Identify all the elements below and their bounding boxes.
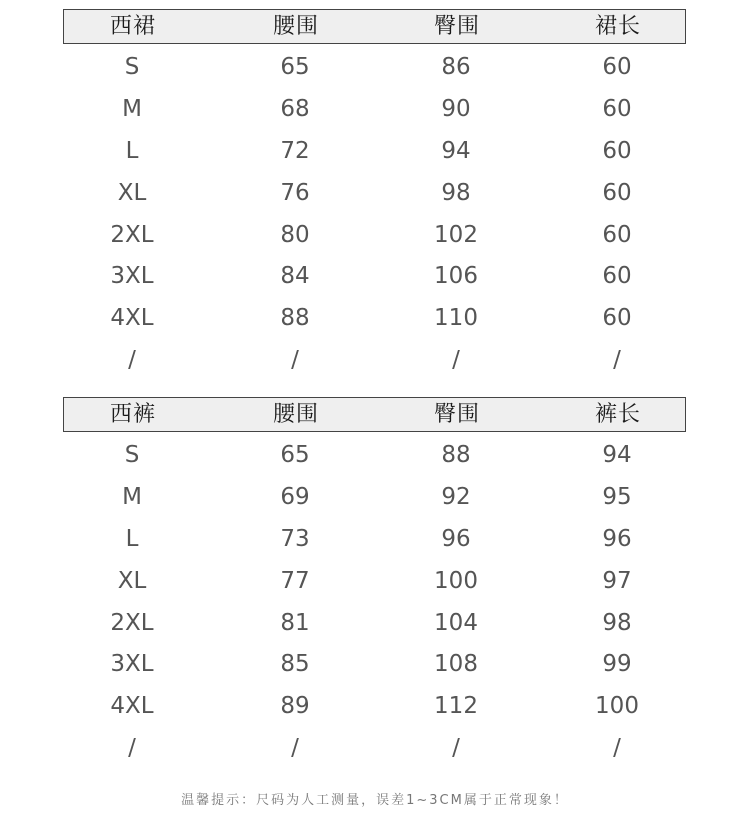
waist-cell: 65: [280, 442, 310, 468]
waist-cell: 73: [280, 525, 310, 552]
waist-cell: 69: [280, 483, 310, 510]
waist-cell: 68: [280, 95, 310, 122]
waist-cell: /: [291, 735, 299, 762]
waist-cell: 84: [280, 263, 310, 290]
length-cell: /: [613, 735, 621, 762]
waist-cell: 81: [280, 609, 310, 636]
header-cell-hip: 臀围: [433, 14, 480, 39]
length-cell: 60: [602, 263, 632, 290]
size-cell: M: [122, 483, 142, 510]
length-cell: 60: [602, 305, 632, 332]
length-cell: 60: [602, 221, 632, 248]
table-row: [63, 643, 686, 685]
hip-cell: 106: [434, 263, 478, 290]
table-row: [63, 214, 686, 256]
length-cell: 60: [602, 137, 632, 164]
size-cell: S: [124, 442, 140, 468]
hip-cell: 96: [441, 525, 471, 552]
waist-cell: 77: [280, 567, 310, 594]
hip-cell: 86: [441, 54, 471, 80]
size-cell: 3XL: [110, 263, 154, 290]
hip-cell: 104: [434, 609, 478, 636]
hip-cell: 112: [434, 693, 478, 720]
table-row: [63, 476, 686, 518]
length-cell: 60: [602, 179, 632, 206]
table-row: [63, 560, 686, 602]
length-cell: 60: [602, 54, 632, 80]
size-cell: 4XL: [110, 305, 154, 332]
size-cell: XL: [117, 567, 147, 594]
table-row: [63, 727, 686, 769]
size-cell: /: [128, 735, 136, 762]
size-cell: S: [124, 54, 140, 80]
waist-cell: 76: [280, 179, 310, 206]
waist-cell: 88: [280, 305, 310, 332]
hip-cell: /: [452, 735, 460, 762]
waist-cell: 72: [280, 137, 310, 164]
size-cell: 2XL: [110, 221, 154, 248]
hip-cell: 90: [441, 95, 471, 122]
header-cell-hip: 臀围: [433, 402, 480, 427]
table-row: [63, 518, 686, 560]
size-cell: 4XL: [110, 693, 154, 720]
table-row: [63, 130, 686, 172]
table-row: [63, 88, 686, 130]
length-cell: 99: [602, 651, 632, 678]
pants-table-header: [63, 397, 686, 432]
length-cell: 97: [602, 567, 632, 594]
length-cell: /: [613, 347, 621, 374]
size-cell: 3XL: [110, 651, 154, 678]
size-cell: 2XL: [110, 609, 154, 636]
measurement-note: 温馨提示：尺码为人工测量，误差1~3CM属于正常现象！: [181, 793, 569, 808]
table-row: [63, 172, 686, 214]
length-cell: 100: [595, 693, 639, 720]
hip-cell: 94: [441, 137, 471, 164]
length-cell: 98: [602, 609, 632, 636]
header-cell-item: 西裙: [109, 14, 156, 39]
table-row: [63, 602, 686, 644]
hip-cell: 108: [434, 651, 478, 678]
size-cell: /: [128, 347, 136, 374]
hip-cell: /: [452, 347, 460, 374]
hip-cell: 110: [434, 305, 478, 332]
size-cell: L: [125, 137, 139, 164]
table-row: [63, 255, 686, 297]
table-row: [63, 339, 686, 381]
hip-cell: 100: [434, 567, 478, 594]
table-row: [63, 46, 686, 88]
header-cell-waist: 腰围: [272, 402, 319, 427]
table-row: [63, 685, 686, 727]
header-cell-waist: 腰围: [272, 14, 319, 39]
pants-size-table: [63, 397, 686, 769]
waist-cell: 80: [280, 221, 310, 248]
header-cell-length: 裙长: [594, 14, 641, 39]
waist-cell: 85: [280, 651, 310, 678]
header-cell-item: 西裤: [109, 402, 156, 427]
table-row: [63, 434, 686, 476]
hip-cell: 88: [441, 442, 471, 468]
hip-cell: 98: [441, 179, 471, 206]
length-cell: 95: [602, 483, 632, 510]
size-cell: XL: [117, 179, 147, 206]
header-cell-length: 裤长: [594, 402, 641, 427]
skirt-table-header: [63, 9, 686, 44]
waist-cell: /: [291, 347, 299, 374]
skirt-size-table: [63, 9, 686, 381]
size-cell: L: [125, 525, 139, 552]
length-cell: 60: [602, 95, 632, 122]
hip-cell: 102: [434, 221, 478, 248]
length-cell: 96: [602, 525, 632, 552]
size-cell: M: [122, 95, 142, 122]
table-row: [63, 297, 686, 339]
hip-cell: 92: [441, 483, 471, 510]
length-cell: 94: [602, 442, 632, 468]
waist-cell: 89: [280, 693, 310, 720]
waist-cell: 65: [280, 54, 310, 80]
